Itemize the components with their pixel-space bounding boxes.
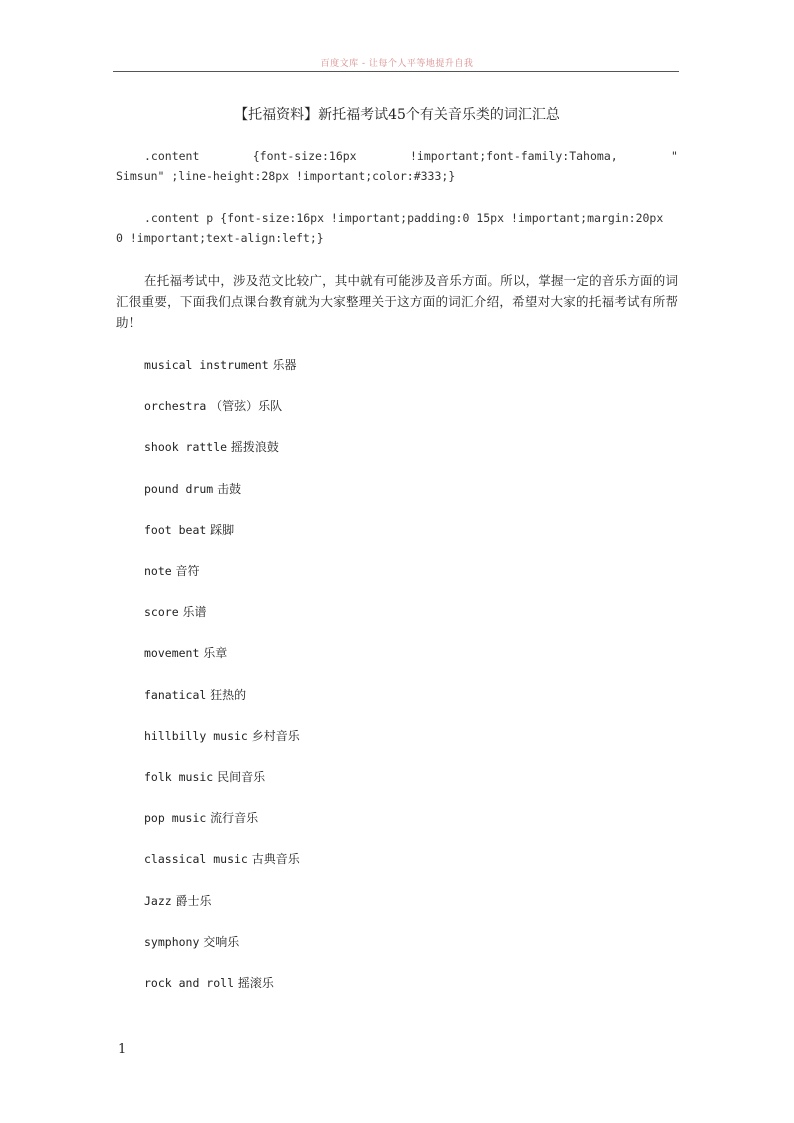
vocab-item: [144, 686, 246, 703]
code-token: .content: [144, 149, 200, 163]
vocab-item: [144, 397, 282, 414]
header-divider: [113, 71, 679, 72]
vocab-english: score: [144, 605, 179, 620]
vocab-chinese: 古典音乐: [251, 852, 300, 867]
css-code-block-1: [116, 146, 678, 186]
vocab-chinese: 狂热的: [210, 687, 247, 702]
vocab-chinese: 流行音乐: [210, 811, 259, 826]
intro-paragraph: 在托福考试中，涉及范文比较广，其中就有可能涉及音乐方面。所以，掌握一定的音乐方面的词汇很重要，下面我们点课台教育就为大家整理关于这方面的词汇介绍，希望对大家的托福考试有所帮助！: [116, 273, 678, 330]
vocab-english: pop music: [144, 811, 207, 826]
vocab-chinese: 击鼓: [217, 481, 242, 496]
vocab-chinese: 乐器: [272, 358, 297, 372]
vocab-item: [144, 562, 200, 579]
page-number: 1: [118, 1042, 127, 1057]
vocab-english: folk music: [144, 770, 214, 784]
code-token: !important;font-family:Tahoma,: [409, 149, 618, 163]
vocab-item: [144, 603, 206, 620]
vocab-english: rock and roll: [144, 976, 235, 990]
vocab-chinese: 民间音乐: [217, 770, 266, 784]
vocab-item: [144, 892, 212, 909]
vocab-chinese: 交响乐: [203, 934, 240, 949]
vocab-english: note: [144, 564, 172, 578]
vocab-english: fanatical: [144, 687, 207, 702]
vocab-item: [144, 644, 227, 661]
vocab-item: [144, 521, 234, 538]
vocab-chinese: 音符: [175, 564, 200, 578]
vocab-english: musical instrument: [144, 358, 269, 372]
vocab-english: shook rattle: [144, 440, 228, 455]
code-token: {font-size:16px: [252, 149, 357, 163]
vocab-chinese: 摇拨浪鼓: [230, 440, 279, 455]
vocab-english: classical music: [144, 852, 248, 867]
vocab-english: Jazz: [144, 893, 172, 908]
vocab-chinese: 乐章: [203, 646, 228, 661]
css-code-block-2: [116, 208, 678, 248]
vocab-english: hillbilly music: [144, 728, 248, 743]
vocab-chinese: （管弦）乐队: [210, 399, 283, 414]
document-title: 【托福资料】新托福考试45个有关音乐类的词汇汇总: [234, 107, 560, 123]
vocab-item: [144, 356, 296, 373]
code-line-3: .content p {font-size:16px !important;padding:0 15px !important;margin:20px: [144, 211, 664, 225]
vocab-item: [144, 933, 239, 950]
vocab-english: orchestra: [144, 399, 207, 414]
vocab-item: [144, 727, 300, 744]
vocab-english: movement: [144, 646, 200, 661]
vocab-item: [144, 850, 300, 867]
code-line-2: Simsun" ;line-height:28px !important;color:#333;}: [116, 169, 456, 183]
vocab-chinese: 乐谱: [182, 605, 207, 620]
vocab-item: [144, 809, 258, 826]
vocab-chinese: 踩脚: [210, 522, 235, 537]
vocab-item: [144, 974, 274, 991]
vocab-chinese: 乡村音乐: [251, 728, 300, 743]
code-line-4: 0 !important;text-align:left;}: [116, 231, 324, 245]
page-header-text: 百度文库 - 让每个人平等地提升自我: [320, 59, 474, 69]
vocab-english: pound drum: [144, 481, 214, 496]
code-token: ": [671, 149, 678, 163]
vocab-item: [144, 438, 279, 455]
vocab-english: symphony: [144, 934, 200, 949]
vocab-chinese: 爵士乐: [175, 893, 212, 908]
vocab-item: [144, 480, 241, 497]
vocab-english: foot beat: [144, 522, 207, 537]
code-line-1: [116, 146, 678, 166]
vocab-item: [144, 768, 265, 785]
vocab-chinese: 摇滚乐: [237, 976, 274, 990]
